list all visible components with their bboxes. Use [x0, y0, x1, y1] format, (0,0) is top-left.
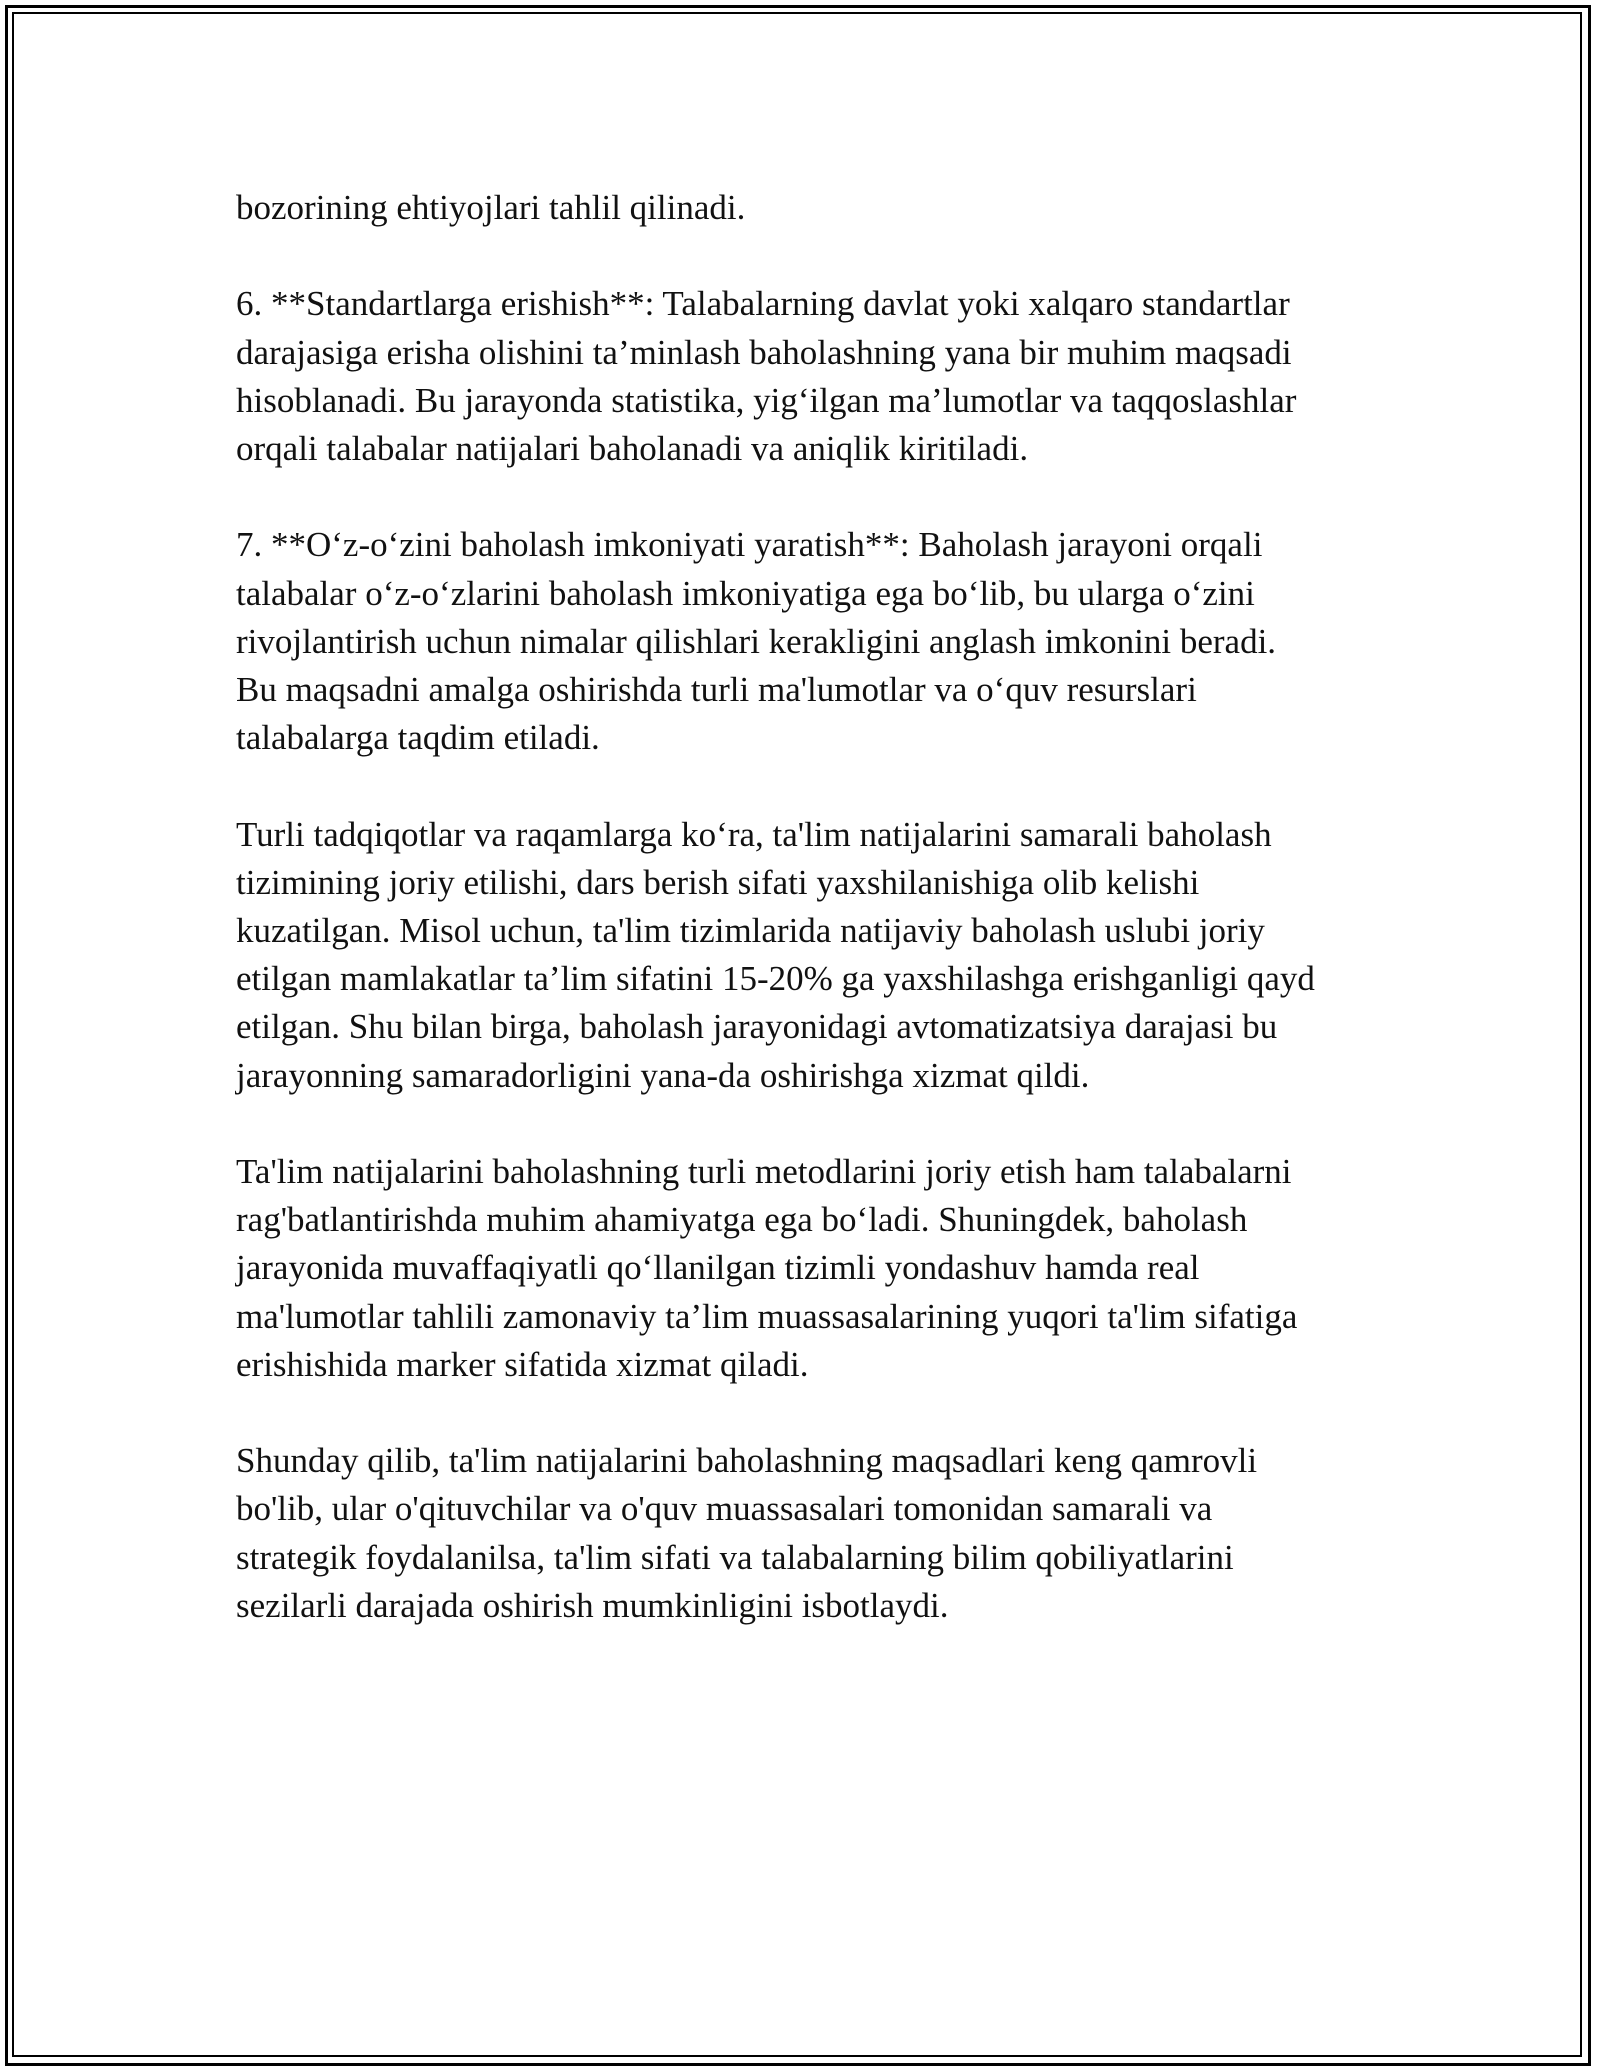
paragraph-methods: Ta'lim natijalarini baholashning turli metodlarini joriy etish ham talabalarni rag'batlantirishda muhim ahamiyatga ega bo‘ladi. Shuningdek, baholash jarayonida muvaffaqiyatli qo‘llanilgan tizimli yondashuv hamda real ma'lumotlar tahlili zamonaviy ta’lim muassasalarining yuqori ta'lim sifatiga erishishida marker sifatida xizmat qiladi. — [236, 1152, 1298, 1384]
paragraph-research: Turli tadqiqotlar va raqamlarga ko‘ra, ta'lim natijalarini samarali baholash tizimining joriy etilishi, dars berish sifati yaxshilanishiga olib kelishi kuzatilgan. Misol uchun, ta'lim tizimlarida natijaviy baholash uslubi joriy etilgan mamlakatlar ta’lim sifatini 15-20% ga yaxshilashga erishganligi qayd etilgan. Shu bilan birga, baholash jarayonidagi avtomatizatsiya darajasi bu jarayonning samaradorligini yana-da oshirishga xizmat qildi. — [236, 814, 1315, 1095]
paragraph-standards: 6. **Standartlarga erishish**: Talabalarning davlat yoki xalqaro standartlar darajasiga erisha olishini ta’minlash baholashning yana bir muhim maqsadi hisoblanadi. Bu jarayonda statistika, yig‘ilgan ma’lumotlar va taqqoslashlar orqali talabalar natijalari baholanadi va aniqlik kiritiladi. — [236, 284, 1297, 468]
document-body — [236, 184, 1376, 1678]
paragraph-conclusion: Shunday qilib, ta'lim natijalarini baholashning maqsadlari keng qamrovli bo'lib, ular o'qituvchilar va o'quv muassasalari tomonidan samarali va strategik foydalanilsa, ta'lim sifati va talabalarning bilim qobiliyatlarini sezilarli darajada oshirish mumkinligini isbotlaydi. — [236, 1441, 1258, 1625]
paragraph-continuation: bozorining ehtiyojlari tahlil qilinadi. — [236, 188, 746, 227]
paragraph-self-assessment: 7. **O‘z-o‘zini baholash imkoniyati yaratish**: Baholash jarayoni orqali talabalar o‘z-o‘zlarini baholash imkoniyatiga ega bo‘lib, bu ularga o‘zini rivojlantirish uchun nimalar qilishlari kerakligini anglash imkonini beradi. Bu maqsadni amalga oshirishda turli ma'lumotlar va o‘quv resurslari talabalarga taqdim etiladi. — [236, 525, 1277, 758]
